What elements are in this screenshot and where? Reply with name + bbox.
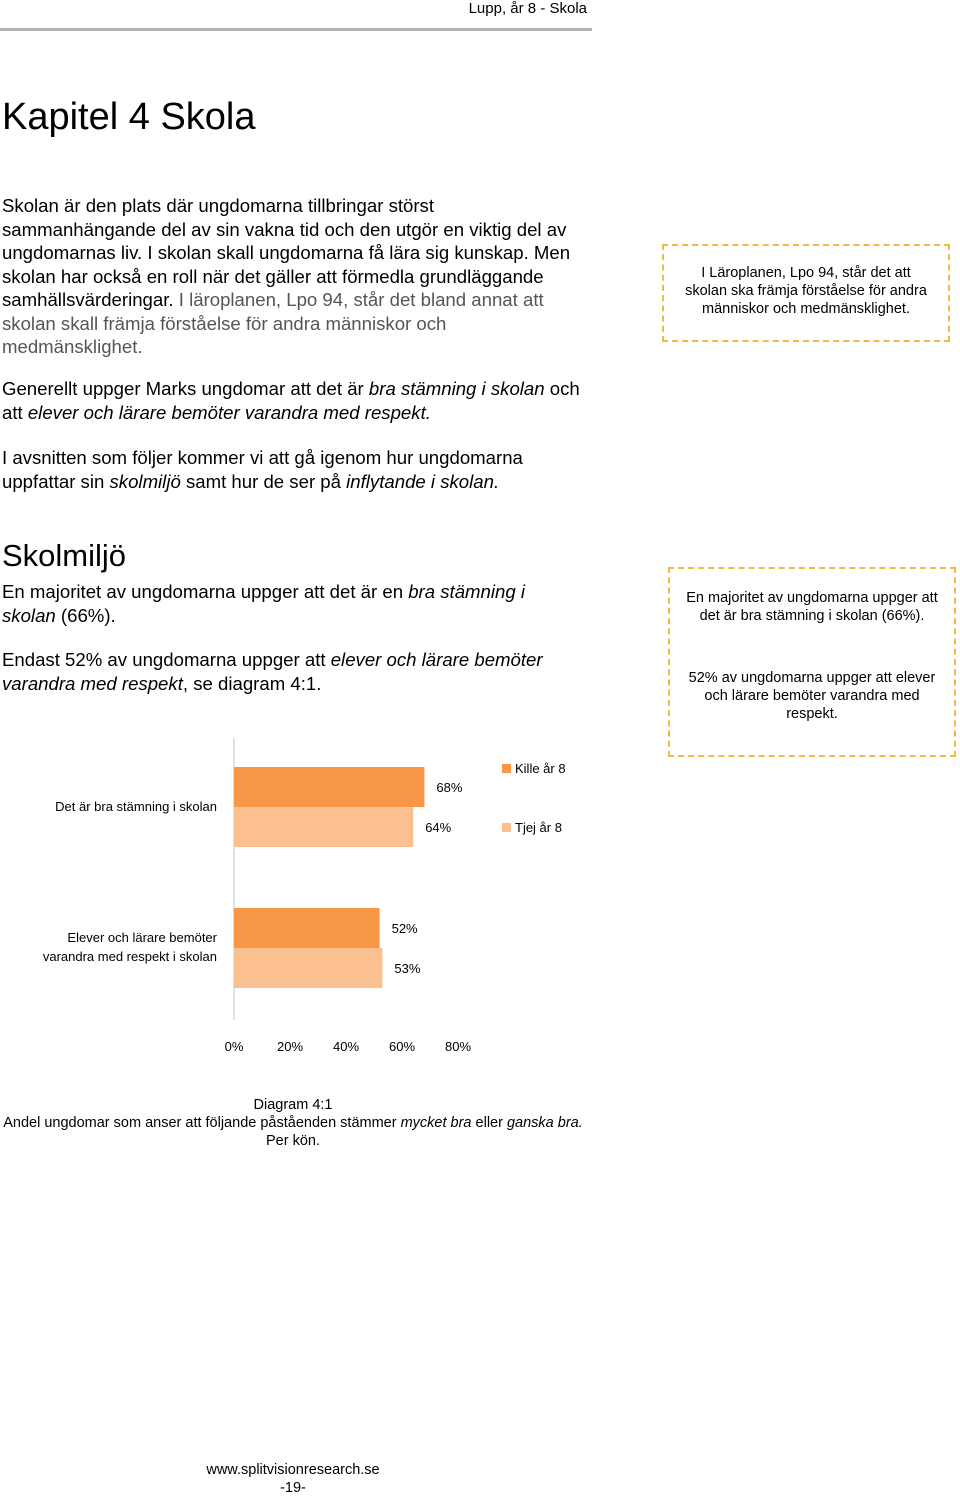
majority-paragraph [2,580,582,627]
x-tick-label: 40% [332,1039,360,1054]
category-label: Elever och lärare bemöter [67,930,217,945]
diagram-caption [0,1096,586,1150]
sections-paragraph [2,446,582,493]
intro-text-a: Skolan är den plats där ungdomarna tillbringar störst sammanhängande del av sin vakna tid och den utgör en viktig del av ungdomarnas liv. I skolan skall ungdomarna få lära sig kunskap. Men skolan har också en roll när det gäller att förmedla grundläggande samhällsvärderingar. [2,195,571,310]
only-emph-1: elever och lärare bemöter varandra med respekt [2,649,543,694]
bar-tjej [234,807,413,847]
category-label: Det är bra stämning i skolan [55,799,217,814]
generally-text-1: Generellt uppger Marks ungdomar att det är [2,378,369,399]
x-tick-label: 20% [276,1039,304,1054]
header-rule [0,28,592,31]
bar-kille [234,908,380,948]
caption-text-1: Andel ungdomar som anser att följande påståenden stämmer [3,1115,401,1131]
caption-text-2: eller [471,1115,507,1131]
intro-paragraph [2,194,582,359]
legend-swatch [502,823,511,832]
callout-curriculum-text: I Läroplanen, Lpo 94, står det att skolan ska främja förståelse för andra människor och medmänsklighet. [685,265,927,317]
only-paragraph [2,648,602,695]
running-header: Lupp, år 8 - Skola [468,0,587,17]
legend-label: Kille år 8 [515,761,566,776]
caption-emph-2: ganska bra. [506,1115,583,1131]
majority-text-2: (66%). [55,604,116,626]
category-label: varandra med respekt i skolan [42,949,217,964]
data-label: 53% [394,961,421,976]
footer-url: www.splitvisionresearch.se [206,1462,380,1478]
generally-paragraph [2,377,602,424]
callout-curriculum [662,244,950,342]
page-number: -19- [280,1480,306,1496]
data-label: 64% [425,820,452,835]
generally-text-2: och att [2,378,580,423]
data-label: 52% [391,921,418,936]
caption-description [0,1114,586,1150]
caption-text-3: Per kön. [266,1133,320,1149]
sections-text-2: samt hur de ser på [180,470,347,492]
data-label: 68% [436,780,463,795]
bar-kille [234,767,424,807]
intro-text-b: I läroplanen, Lpo 94, står det bland annat att skolan skall främja förståelse för andra människor och medmänsklighet. [2,289,544,357]
caption-title: Diagram 4:1 [253,1097,333,1113]
sections-text-1: I avsnitten som följer kommer vi att gå igenom hur ungdomarna uppfattar sin [2,447,523,492]
sections-emph-1: skolmiljö [109,470,181,492]
sections-emph-2: inflytande i skolan. [346,470,500,492]
legend-swatch [502,764,511,773]
bar-chart [0,735,600,1065]
only-text-2: , se diagram 4:1. [182,672,322,694]
section-title: Skolmiljö [2,538,127,573]
generally-emph-2: elever och lärare bemöter varandra med respekt. [27,401,431,423]
only-text-1: Endast 52% av ungdomarna uppger att [2,649,331,670]
callout-school-text-1: En majoritet av ungdomarna uppger att det är bra stämning i skolan (66%). [686,590,938,624]
x-tick-label: 80% [444,1039,472,1054]
legend-label: Tjej år 8 [515,820,562,835]
callout-school-environment [668,567,956,757]
majority-text-1: En majoritet av ungdomarna uppger att det är en [2,581,409,602]
caption-emph-1: mycket bra [400,1115,472,1131]
chapter-title: Kapitel 4 Skola [2,96,256,138]
majority-emph-1: bra stämning i skolan [2,581,526,626]
x-tick-label: 60% [388,1039,416,1054]
x-tick-label: 0% [224,1039,244,1054]
callout-school-text-2: 52% av ungdomarna uppger att elever och lärare bemöter varandra med respekt. [688,670,936,722]
bar-tjej [234,948,382,988]
generally-emph-1: bra stämning i skolan [368,378,545,399]
